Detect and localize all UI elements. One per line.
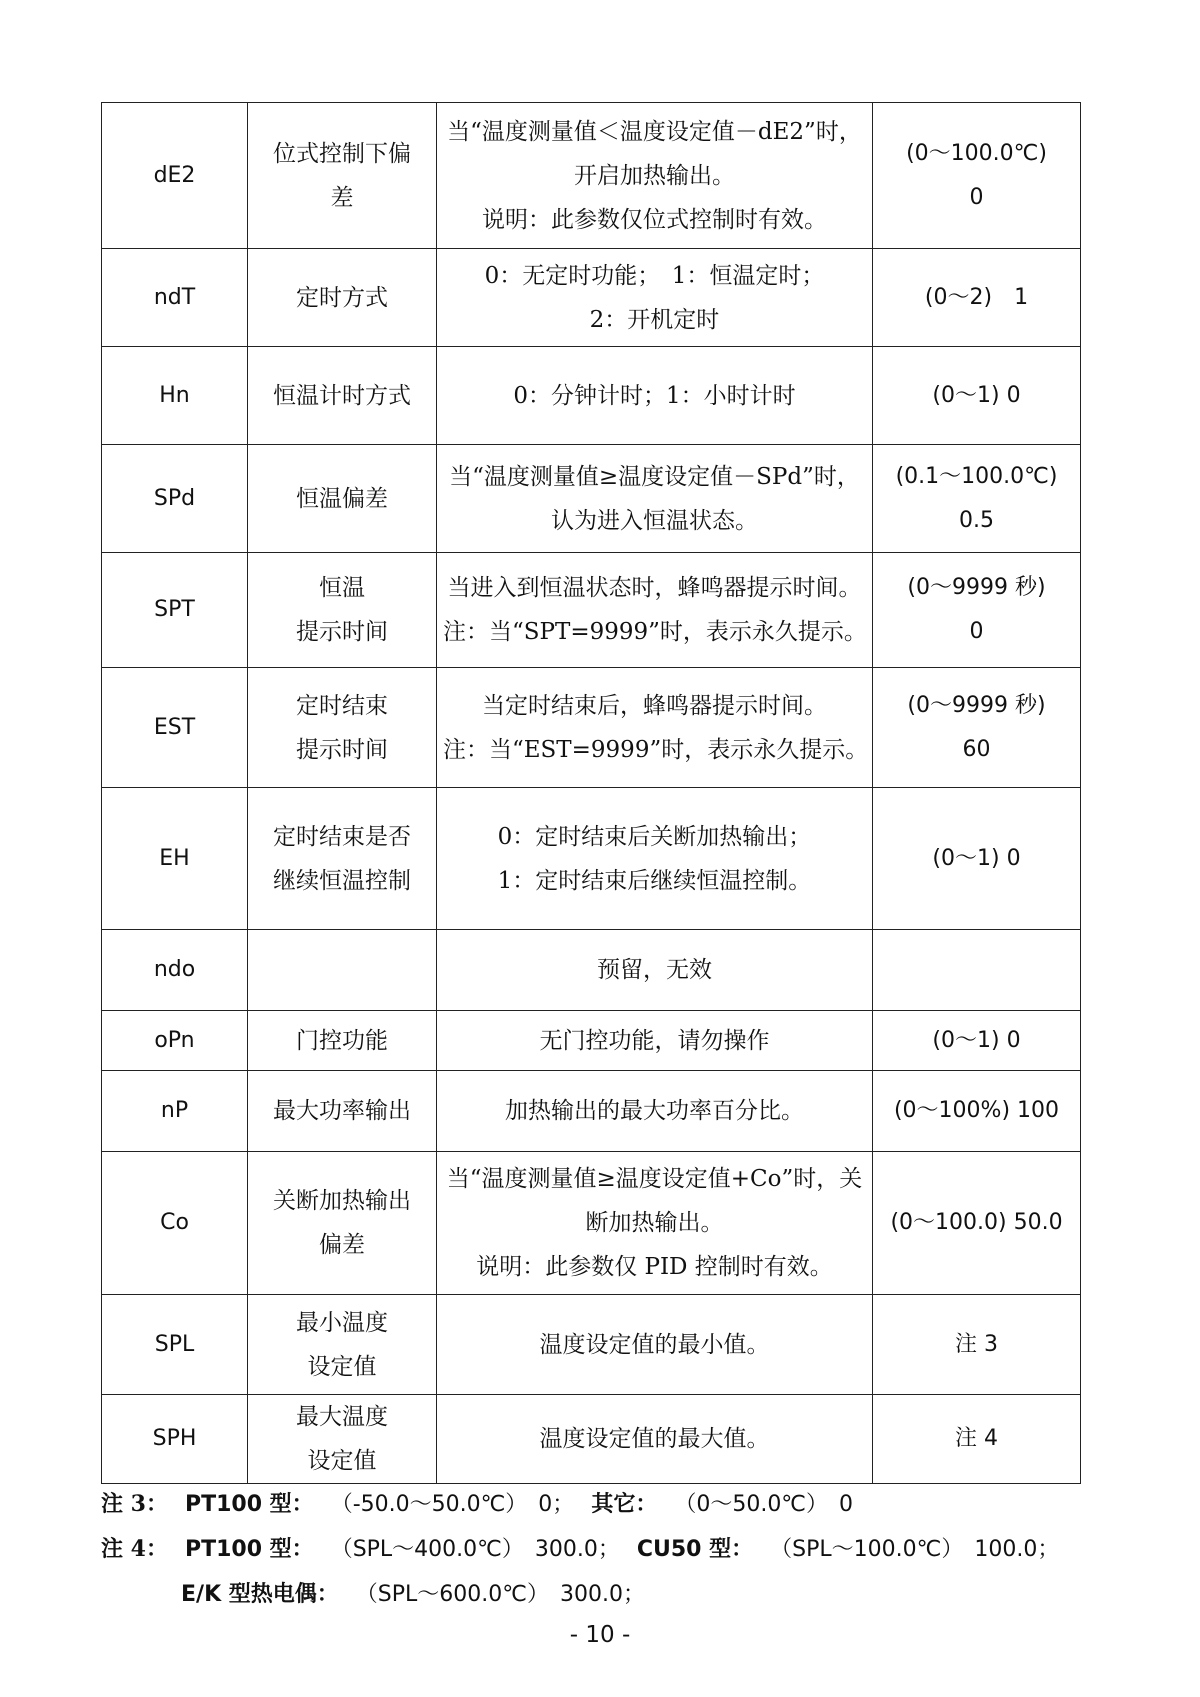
param-range: (0～9999 秒) 60 xyxy=(873,668,1081,788)
table-row xyxy=(102,249,1081,347)
param-range: (0～100%) 100 xyxy=(873,1071,1081,1152)
param-name xyxy=(248,930,437,1011)
param-description: 当“温度测量值≥温度设定值－SPd”时， 认为进入恒温状态。 xyxy=(437,445,873,553)
param-code: nP xyxy=(102,1071,248,1152)
note-4-continued xyxy=(101,1572,1101,1617)
note-value: （SPL～400.0℃） 300.0； xyxy=(330,1537,620,1562)
param-code: ndT xyxy=(102,249,248,347)
note-label: 注 4： xyxy=(101,1536,168,1562)
param-description: 当“温度测量值≥温度设定值+Co”时，关 断加热输出。 说明：此参数仅 PID 控制时有效。 xyxy=(437,1152,873,1295)
parameter-table-body xyxy=(102,103,1081,1484)
parameter-table xyxy=(101,102,1081,1484)
table-row xyxy=(102,553,1081,668)
note-type: CU50 型： xyxy=(636,1537,754,1562)
param-description: 0：分钟计时；1：小时计时 xyxy=(437,347,873,445)
table-row xyxy=(102,1395,1081,1484)
param-code: dE2 xyxy=(102,103,248,249)
param-range: (0～1) 0 xyxy=(873,347,1081,445)
page-number: - 10 - xyxy=(569,1622,631,1648)
param-name: 最大温度 设定值 xyxy=(248,1395,437,1484)
note-4 xyxy=(101,1527,1101,1572)
note-type: PT100 型： xyxy=(184,1492,314,1517)
table-row xyxy=(102,103,1081,249)
param-description: 0：定时结束后关断加热输出； 1：定时结束后继续恒温控制。 xyxy=(437,788,873,930)
note-3 xyxy=(101,1482,1101,1527)
note-type: E/K 型热电偶： xyxy=(181,1582,339,1607)
table-row xyxy=(102,1011,1081,1071)
param-description: 加热输出的最大功率百分比。 xyxy=(437,1071,873,1152)
param-code: EST xyxy=(102,668,248,788)
param-range: 注 4 xyxy=(873,1395,1081,1484)
note-type: PT100 型： xyxy=(184,1537,314,1562)
table-row xyxy=(102,788,1081,930)
param-name: 最大功率输出 xyxy=(248,1071,437,1152)
table-row xyxy=(102,347,1081,445)
param-name: 位式控制下偏 差 xyxy=(248,103,437,249)
param-range: (0～100.0) 50.0 xyxy=(873,1152,1081,1295)
note-type: 其它： xyxy=(591,1491,658,1517)
table-row xyxy=(102,1295,1081,1395)
param-code: SPT xyxy=(102,553,248,668)
param-code: SPL xyxy=(102,1295,248,1395)
param-description: 温度设定值的最大值。 xyxy=(437,1395,873,1484)
note-value: （-50.0～50.0℃） 0； xyxy=(330,1492,575,1517)
param-description: 无门控功能，请勿操作 xyxy=(437,1011,873,1071)
param-range: (0～1) 0 xyxy=(873,1011,1081,1071)
footnotes xyxy=(101,1482,1101,1617)
note-value: （SPL～600.0℃） 300.0； xyxy=(355,1582,645,1607)
param-range: (0～9999 秒) 0 xyxy=(873,553,1081,668)
param-description: 0：无定时功能； 1：恒温定时； 2：开机定时 xyxy=(437,249,873,347)
param-range: 注 3 xyxy=(873,1295,1081,1395)
param-code: Hn xyxy=(102,347,248,445)
param-description: 当“温度测量值＜温度设定值－dE2”时， 开启加热输出。 说明：此参数仅位式控制时有效。 xyxy=(437,103,873,249)
param-name: 定时结束是否 继续恒温控制 xyxy=(248,788,437,930)
param-code: Co xyxy=(102,1152,248,1295)
param-range xyxy=(873,930,1081,1011)
param-name: 门控功能 xyxy=(248,1011,437,1071)
param-range: (0～100.0℃) 0 xyxy=(873,103,1081,249)
table-row xyxy=(102,445,1081,553)
param-code: oPn xyxy=(102,1011,248,1071)
table-row xyxy=(102,1152,1081,1295)
param-code: SPd xyxy=(102,445,248,553)
param-name: 定时方式 xyxy=(248,249,437,347)
param-range: (0～1) 0 xyxy=(873,788,1081,930)
note-label: 注 3： xyxy=(101,1491,168,1517)
note-value: （0～50.0℃） 0 xyxy=(674,1492,854,1517)
param-code: ndo xyxy=(102,930,248,1011)
param-description: 预留，无效 xyxy=(437,930,873,1011)
param-range: (0～2) 1 xyxy=(873,249,1081,347)
table-row xyxy=(102,1071,1081,1152)
param-name: 定时结束 提示时间 xyxy=(248,668,437,788)
param-code: EH xyxy=(102,788,248,930)
param-name: 最小温度 设定值 xyxy=(248,1295,437,1395)
param-name: 关断加热输出 偏差 xyxy=(248,1152,437,1295)
param-description: 当定时结束后，蜂鸣器提示时间。 注：当“EST=9999”时，表示永久提示。 xyxy=(437,668,873,788)
note-value: （SPL～100.0℃） 100.0； xyxy=(770,1537,1060,1562)
param-name: 恒温计时方式 xyxy=(248,347,437,445)
table-row xyxy=(102,930,1081,1011)
param-name: 恒温偏差 xyxy=(248,445,437,553)
param-code: SPH xyxy=(102,1395,248,1484)
param-description: 当进入到恒温状态时，蜂鸣器提示时间。 注：当“SPT=9999”时，表示永久提示。 xyxy=(437,553,873,668)
param-name: 恒温 提示时间 xyxy=(248,553,437,668)
table-row xyxy=(102,668,1081,788)
param-description: 温度设定值的最小值。 xyxy=(437,1295,873,1395)
param-range: (0.1～100.0℃) 0.5 xyxy=(873,445,1081,553)
